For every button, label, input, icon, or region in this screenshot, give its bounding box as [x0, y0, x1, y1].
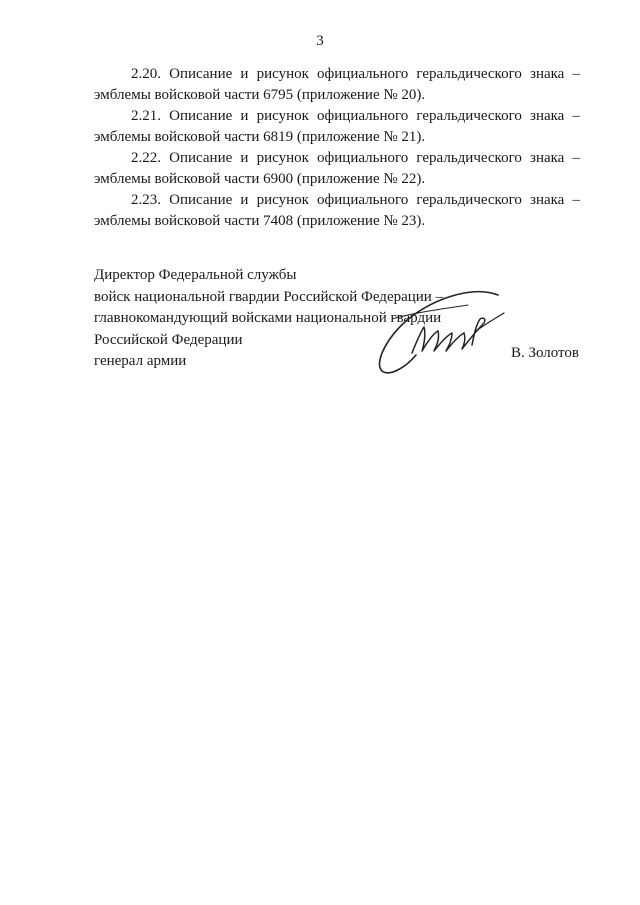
signatory-title-line: Директор Федеральной службы	[94, 267, 297, 283]
items-list	[94, 64, 580, 232]
signatory-title-line: Российской Федерации	[94, 331, 243, 348]
item-text-line1: 2.22. Описание и рисунок официального геральдического знака –	[131, 150, 580, 166]
signatory-title-line: главнокомандующий войсками национальной гвардии	[94, 310, 442, 326]
signatory-title-line: войск национальной гвардии Российской Федерации –	[94, 288, 444, 305]
signatory-title-line: генерал армии	[94, 353, 187, 369]
item-text-line2: эмблемы войсковой части 6795 (приложение № 20).	[94, 87, 426, 103]
list-item	[94, 190, 580, 232]
signatory-name: В. Золотов	[510, 345, 579, 361]
item-text-line2: эмблемы войсковой части 6900 (приложение № 22).	[94, 171, 426, 187]
item-text-line2: эмблемы войсковой части 7408 (приложение № 23).	[94, 213, 426, 229]
item-text-line1: 2.23. Описание и рисунок официального геральдического знака –	[131, 192, 580, 208]
item-text-line1: 2.20. Описание и рисунок официального геральдического знака –	[131, 66, 580, 82]
handwritten-signature	[372, 283, 512, 379]
item-text-line2: эмблемы войсковой части 6819 (приложение № 21).	[94, 129, 426, 145]
list-item	[94, 64, 580, 106]
list-item	[94, 148, 580, 190]
list-item	[94, 106, 580, 148]
item-text-line1: 2.21. Описание и рисунок официального геральдического знака –	[131, 108, 580, 124]
page-number: 3	[316, 33, 324, 49]
